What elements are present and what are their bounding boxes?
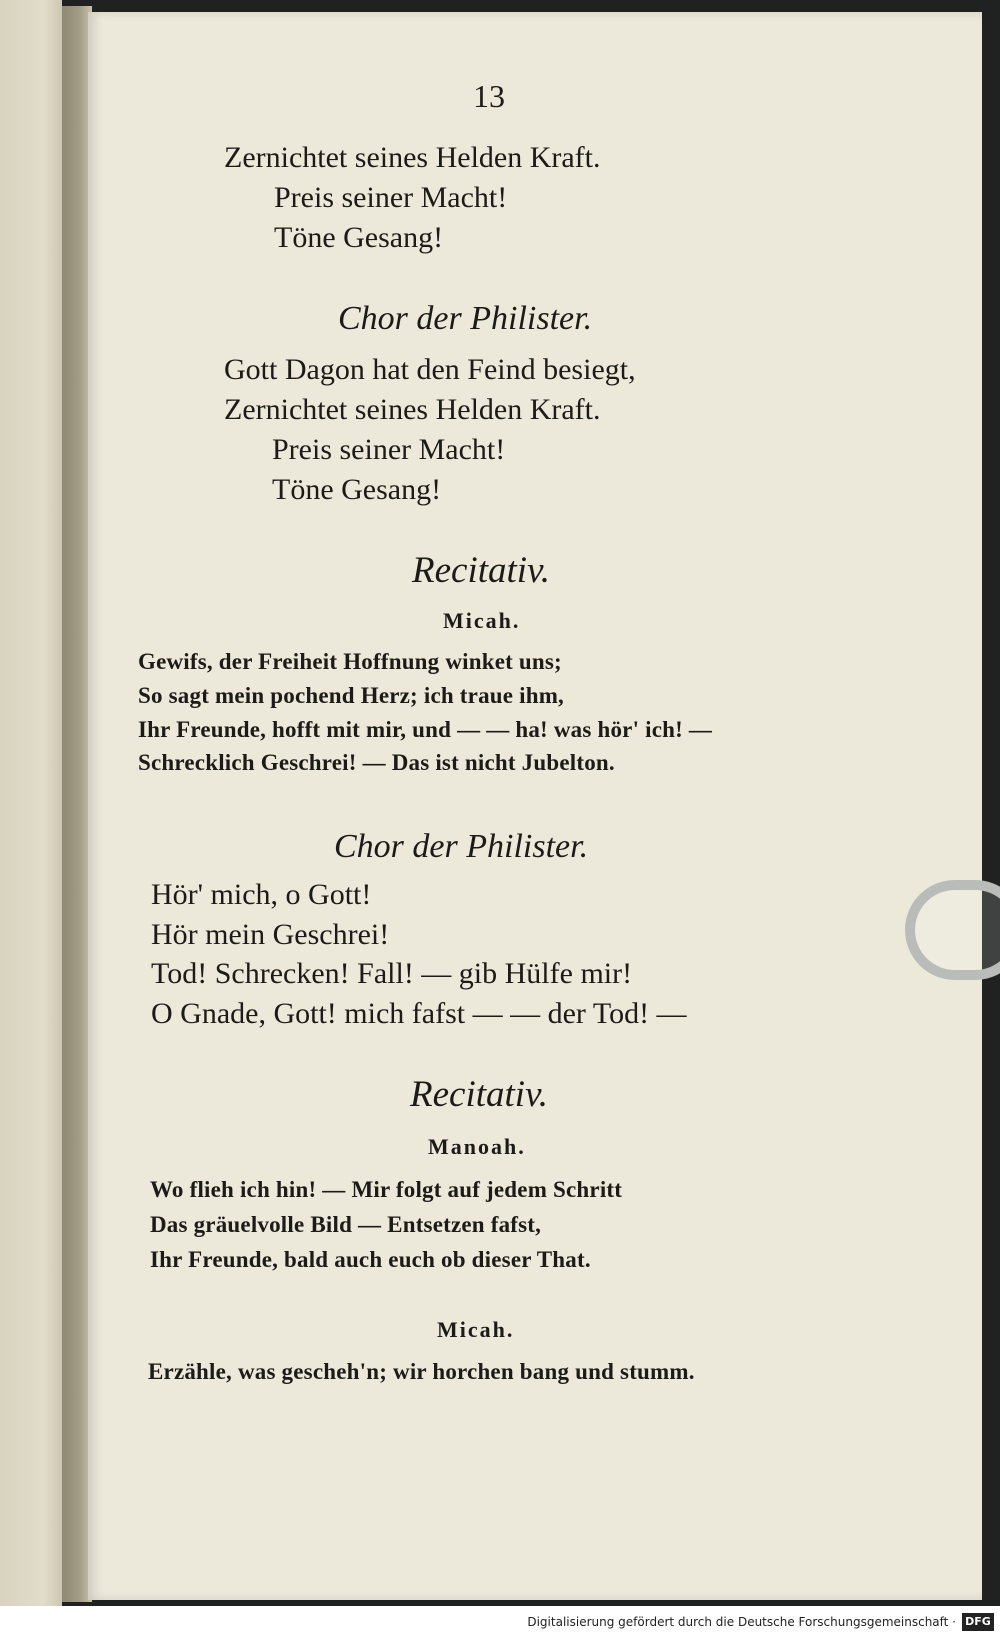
adjacent-page-edge xyxy=(0,0,62,1608)
verse-line: Hör' mich, o Gott! xyxy=(151,878,372,911)
page-number: 13 xyxy=(473,78,505,114)
section-heading: Recitativ. xyxy=(412,550,550,591)
verse-line: Töne Gesang! xyxy=(272,473,442,506)
verse-line: Hör mein Geschrei! xyxy=(151,918,390,951)
paper-clip xyxy=(905,880,1000,980)
verse-line: Töne Gesang! xyxy=(274,221,444,254)
verse-line: Zernichtet seines Helden Kraft. xyxy=(224,393,601,426)
recitative-line: So sagt mein pochend Herz; ich traue ihm, xyxy=(138,683,565,708)
recitative-line: Wo flieh ich hin! — Mir folgt auf jedem Schritt xyxy=(150,1177,623,1202)
recitative-line: Das gräuelvolle Bild — Entsetzen fafst, xyxy=(150,1212,542,1237)
recitative-line: Ihr Freunde, hofft mit mir, und — — ha! was hör' ich! — xyxy=(138,717,713,742)
recitative-line: Erzähle, was gescheh'n; wir horchen bang und stumm. xyxy=(148,1359,695,1384)
funding-credit: Digitalisierung gefördert durch die Deutsche Forschungsgemeinschaft · xyxy=(527,1615,956,1629)
section-heading: Chor der Philister. xyxy=(334,828,589,865)
speaker-name: Micah. xyxy=(443,608,521,633)
speaker-name: Manoah. xyxy=(428,1134,526,1159)
verse-line: Preis seiner Macht! xyxy=(272,433,506,466)
speaker-name: Micah. xyxy=(437,1317,515,1342)
recitative-line: Ihr Freunde, bald auch euch ob dieser That. xyxy=(150,1247,591,1272)
section-heading: Recitativ. xyxy=(410,1074,548,1115)
section-heading: Chor der Philister. xyxy=(338,300,593,337)
dfg-logo-icon: DFG xyxy=(962,1613,994,1631)
verse-line: O Gnade, Gott! mich fafst — — der Tod! — xyxy=(151,997,687,1030)
verse-line: Zernichtet seines Helden Kraft. xyxy=(224,141,601,174)
verse-line: Gott Dagon hat den Feind besiegt, xyxy=(224,353,636,386)
digitization-footer xyxy=(0,1606,1000,1640)
recitative-line: Gewifs, der Freiheit Hoffnung winket uns; xyxy=(138,649,562,674)
verse-line: Tod! Schrecken! Fall! — gib Hülfe mir! xyxy=(151,957,633,990)
verse-line: Preis seiner Macht! xyxy=(274,181,508,214)
recitative-line: Schrecklich Geschrei! — Das ist nicht Jubelton. xyxy=(138,750,615,775)
